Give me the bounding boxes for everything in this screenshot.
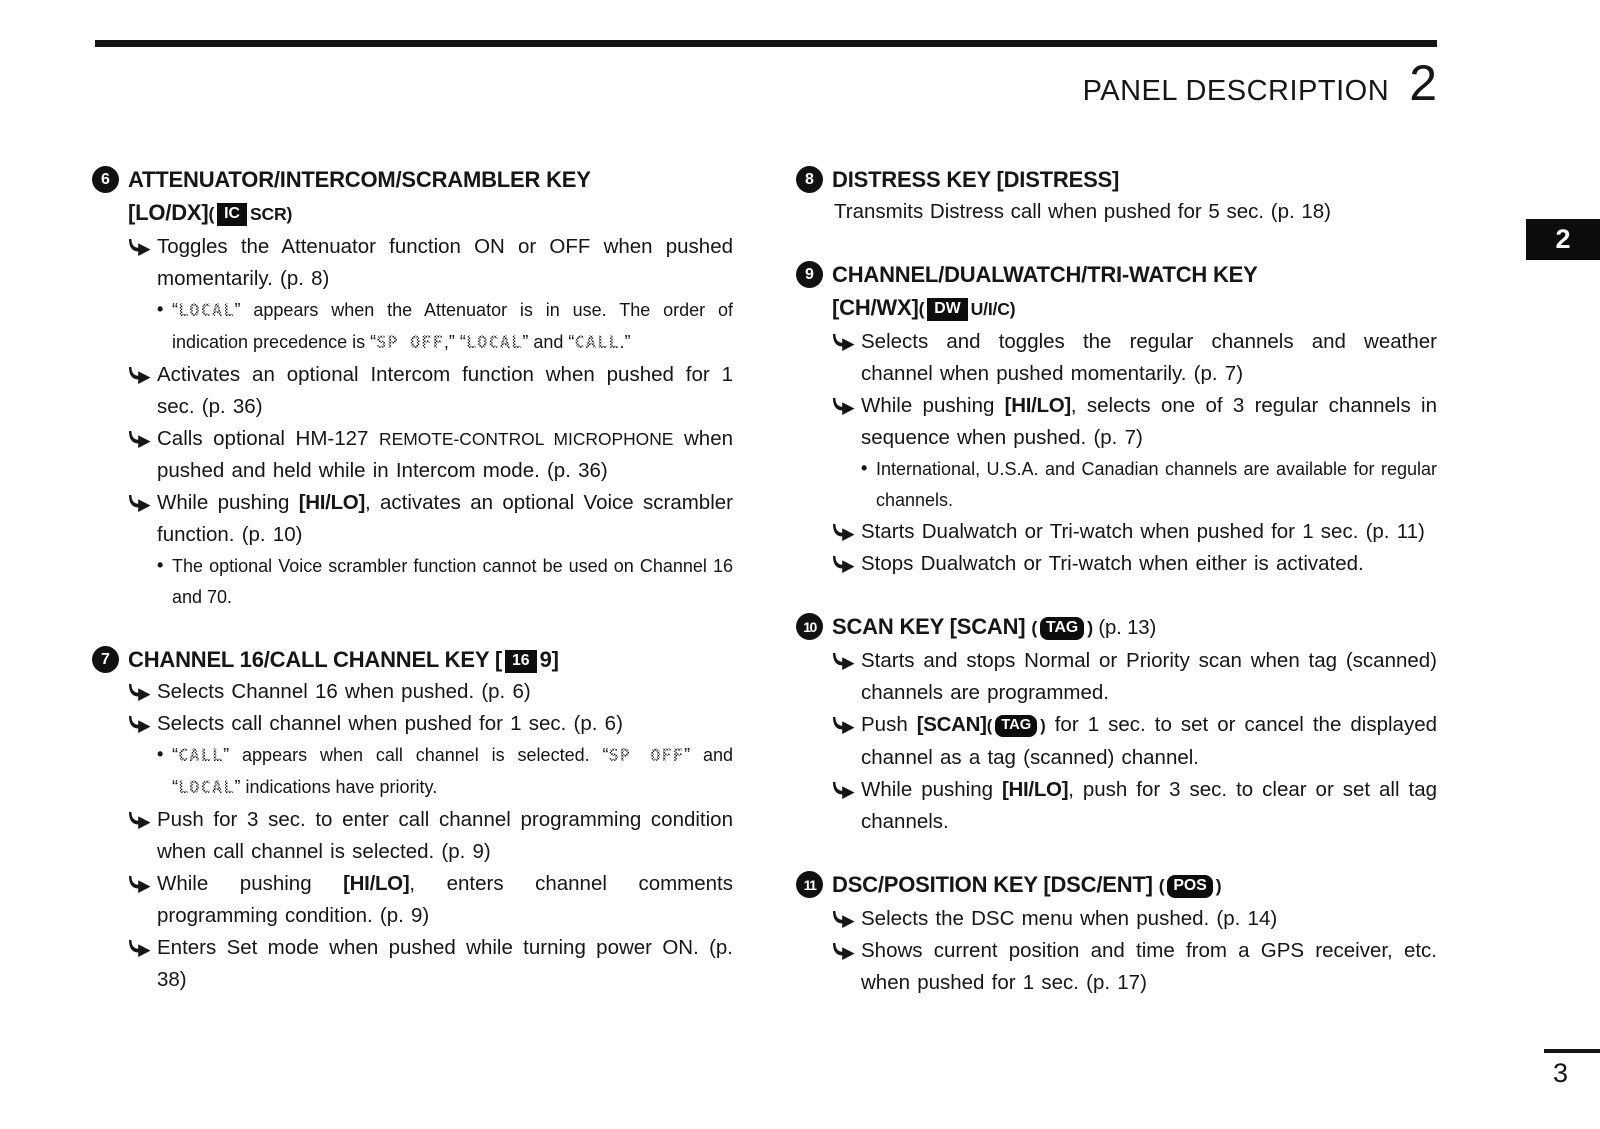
- section-number: 6: [92, 166, 119, 193]
- text-run: ” appears when the Attenuator is in use. The order of indication precedence is “: [172, 300, 733, 352]
- arrow-icon: [128, 431, 151, 448]
- text-run: Activates an optional Intercom function when pushed for 1 sec. (p. 36): [157, 363, 733, 418]
- text-run: “: [172, 745, 178, 765]
- text-run: Selects the DSC menu when pushed. (p. 14): [861, 907, 1278, 930]
- section-title: [128, 163, 733, 231]
- column-left: [95, 163, 733, 1029]
- key-label: [HI/LO]: [1002, 778, 1069, 801]
- chapter-side-tab: [1526, 219, 1600, 260]
- section-number: 8: [796, 166, 823, 193]
- section-10: [799, 610, 1437, 838]
- text-run: Toggles the Attenuator function ON or OFF when pushed momentarily. (p. 8): [157, 235, 733, 290]
- text-run: SCR): [250, 204, 293, 224]
- text-run: International, U.S.A. and Canadian channels are available for regular channels.: [876, 459, 1437, 510]
- arrow-item: [832, 645, 1437, 709]
- arrow-item: [128, 359, 733, 423]
- text-run: (p. 13): [1092, 616, 1157, 639]
- text-run: U/I/C): [970, 299, 1016, 319]
- section-9: [799, 258, 1437, 580]
- lcd-text: SP OFF: [608, 746, 685, 766]
- bullet-icon: •: [157, 744, 164, 764]
- text-run: Selects call channel when pushed for 1 sec. (p. 6): [157, 712, 623, 735]
- inline-badge-16: 16: [505, 650, 537, 673]
- arrow-icon: [832, 717, 855, 734]
- arrow-item: [832, 326, 1437, 390]
- section-items: [832, 903, 1437, 999]
- text-run: (: [986, 717, 993, 735]
- text-run: CHANNEL 16/CALL CHANNEL KEY [: [128, 647, 502, 672]
- section-items: [832, 326, 1437, 580]
- text-run: Stops Dualwatch or Tri-watch when either is activated.: [861, 552, 1364, 575]
- arrow-icon: [832, 943, 855, 960]
- page-number: 3: [1553, 1058, 1569, 1088]
- arrow-item: [832, 903, 1437, 935]
- lcd-text: SP OFF: [376, 333, 444, 353]
- arrow-icon: [832, 653, 855, 670]
- text-run: DSC/POSITION KEY [DSC/ENT]: [832, 872, 1159, 897]
- arrow-icon: [128, 684, 151, 701]
- text-run: While pushing: [157, 491, 299, 514]
- text-run: SCAN KEY [SCAN]: [832, 614, 1032, 639]
- arrow-item: [128, 932, 733, 996]
- text-run: , selects one of 3 regular channels in sequence when pushed. (p. 7): [861, 394, 1437, 449]
- text-run: Transmits Distress call when pushed for 5 sec. (p. 18): [834, 200, 1332, 223]
- chapter-number: 2: [1409, 55, 1437, 111]
- text-run: ” and “: [172, 745, 733, 797]
- text-run: , enters channel comments programming condition. (p. 9): [157, 872, 733, 927]
- text-run: ” appears when call channel is selected. “: [223, 745, 609, 765]
- arrow-item: [832, 709, 1437, 774]
- text-run: , activates an optional Voice scrambler function. (p. 10): [157, 491, 733, 546]
- section-items: [832, 645, 1437, 838]
- page-title: PANEL DESCRIPTION: [1082, 75, 1390, 107]
- text-run: ATTENUATOR/INTERCOM/SCRAMBLER KEY: [128, 167, 591, 192]
- arrow-icon: [128, 239, 151, 256]
- arrow-item: [128, 676, 733, 708]
- section-title-line: [128, 643, 733, 676]
- lcd-text: LOCAL: [178, 778, 235, 798]
- arrow-item: [832, 935, 1437, 999]
- header-rule: [95, 40, 1437, 47]
- footer-rule: [1544, 1049, 1600, 1053]
- plain-item: [832, 196, 1437, 228]
- page-header: [95, 55, 1437, 111]
- text-run: Starts and stops Normal or Priority scan when tag (scanned) channels are programmed.: [861, 649, 1437, 704]
- arrow-item: [128, 487, 733, 551]
- arrow-icon: [128, 876, 151, 893]
- content-columns: [95, 163, 1437, 1029]
- arrow-item: [832, 774, 1437, 838]
- text-run: CHANNEL/DUALWATCH/TRI-WATCH KEY: [832, 262, 1258, 287]
- section-11: [799, 868, 1437, 999]
- section-title-line: [832, 610, 1437, 645]
- section-title: [832, 868, 1437, 903]
- arrow-item: [128, 868, 733, 932]
- text-run: Push: [861, 713, 917, 736]
- section-items: [832, 196, 1437, 228]
- section-8: [799, 163, 1437, 228]
- arrow-item: [128, 708, 733, 740]
- text-run: (: [1158, 876, 1165, 896]
- arrow-icon: [832, 398, 855, 415]
- key-label: [SCAN]: [916, 713, 987, 736]
- text-run: ,” “: [443, 332, 466, 352]
- section-title: [832, 258, 1437, 326]
- arrow-icon: [832, 911, 855, 928]
- page-footer: [1544, 1049, 1600, 1089]
- text-run: While pushing: [861, 778, 1002, 801]
- arrow-item: [128, 804, 733, 868]
- arrow-item: [832, 548, 1437, 580]
- text-run: (: [918, 299, 925, 319]
- section-number: 9: [796, 261, 823, 288]
- text-run: ): [1215, 876, 1222, 896]
- text-run: Calls optional HM-127: [157, 427, 380, 450]
- arrow-icon: [832, 524, 855, 541]
- lcd-text: LOCAL: [178, 301, 235, 321]
- inline-badge-tag: TAG: [1040, 617, 1084, 640]
- key-label: [HI/LO]: [1004, 394, 1071, 417]
- text-run: Selects and toggles the regular channels and weather channel when pushed momentarily. (p. 7): [861, 330, 1437, 385]
- text-run: Selects Channel 16 when pushed. (p. 6): [157, 680, 531, 703]
- arrow-icon: [128, 495, 151, 512]
- lcd-text: CALL: [178, 746, 224, 766]
- inline-badge-dw: DW: [927, 298, 967, 321]
- section-title-line: [832, 258, 1437, 291]
- text-run: [CH/WX]: [832, 295, 919, 320]
- section-number: 7: [92, 646, 119, 673]
- arrow-icon: [832, 782, 855, 799]
- text-run: for 1 sec. to set or cancel the displayed channel as a tag (scanned) channel.: [861, 713, 1437, 769]
- side-tab-label: 2: [1555, 224, 1571, 254]
- inline-badge-pos: POS: [1167, 875, 1212, 898]
- section-title: [128, 643, 733, 676]
- lcd-text: CALL: [574, 333, 620, 353]
- arrow-icon: [128, 367, 151, 384]
- section-number: 11: [796, 871, 823, 898]
- arrow-icon: [128, 716, 151, 733]
- lcd-text: LOCAL: [465, 333, 523, 353]
- section-items: [128, 676, 733, 996]
- text-run: While pushing: [861, 394, 1005, 417]
- note-item: [157, 551, 733, 613]
- section-title-line: [832, 291, 1437, 326]
- text-run: (: [208, 204, 215, 224]
- arrow-item: [128, 423, 733, 487]
- text-run: Shows current position and time from a GPS receiver, etc. when pushed for 1 sec. (p. 17): [861, 939, 1437, 994]
- arrow-icon: [832, 334, 855, 351]
- key-label: [HI/LO]: [298, 491, 365, 514]
- arrow-icon: [128, 940, 151, 957]
- text-run: Enters Set mode when pushed while turning power ON. (p. 38): [157, 936, 733, 991]
- text-run: 9]: [539, 647, 559, 672]
- text-run: “: [172, 300, 178, 320]
- section-title-line: [128, 196, 733, 231]
- text-run: when pushed and held while in Intercom mode. (p. 36): [157, 427, 733, 482]
- text-run: While pushing: [157, 872, 344, 895]
- arrow-item: [128, 231, 733, 295]
- section-items: [128, 231, 733, 613]
- note-item: [157, 295, 733, 359]
- section-title-line: [832, 868, 1437, 903]
- arrow-icon: [832, 556, 855, 573]
- text-run: , push for 3 sec. to clear or set all tag channels.: [861, 778, 1437, 833]
- text-run: (: [1031, 618, 1037, 638]
- section-title: [832, 610, 1437, 645]
- text-run: ): [1087, 618, 1093, 638]
- inline-badge-ic: IC: [217, 203, 247, 226]
- section-title-line: [128, 163, 733, 196]
- text-run: ” indications have priority.: [234, 777, 438, 797]
- section-title: [832, 163, 1437, 196]
- column-right: [799, 163, 1437, 1029]
- text-run: REMOTE-CONTROL MICROPHONE: [379, 429, 674, 449]
- note-item: [861, 454, 1437, 516]
- text-run: .”: [619, 332, 631, 352]
- bullet-icon: •: [861, 458, 868, 478]
- arrow-item: [832, 516, 1437, 548]
- section-number: 10: [796, 613, 823, 640]
- section-title-line: [832, 163, 1437, 196]
- section-7: [95, 643, 733, 996]
- text-run: Starts Dualwatch or Tri-watch when pushed for 1 sec. (p. 11): [861, 520, 1425, 543]
- key-label: [HI/LO]: [343, 872, 410, 895]
- text-run: ): [1040, 717, 1046, 735]
- arrow-item: [832, 390, 1437, 454]
- text-run: The optional Voice scrambler function cannot be used on Channel 16 and 70.: [172, 556, 733, 607]
- arrow-icon: [128, 812, 151, 829]
- bullet-icon: •: [157, 299, 164, 319]
- bullet-icon: •: [157, 555, 164, 575]
- text-run: Push for 3 sec. to enter call channel programming condition when call channel is selected. (p. 9): [157, 808, 733, 863]
- inline-badge-tag: TAG: [995, 715, 1037, 737]
- text-run: DISTRESS KEY [DISTRESS]: [832, 167, 1120, 192]
- text-run: [LO/DX]: [128, 200, 209, 225]
- section-6: [95, 163, 733, 613]
- note-item: [157, 740, 733, 804]
- text-run: ” and “: [522, 332, 575, 352]
